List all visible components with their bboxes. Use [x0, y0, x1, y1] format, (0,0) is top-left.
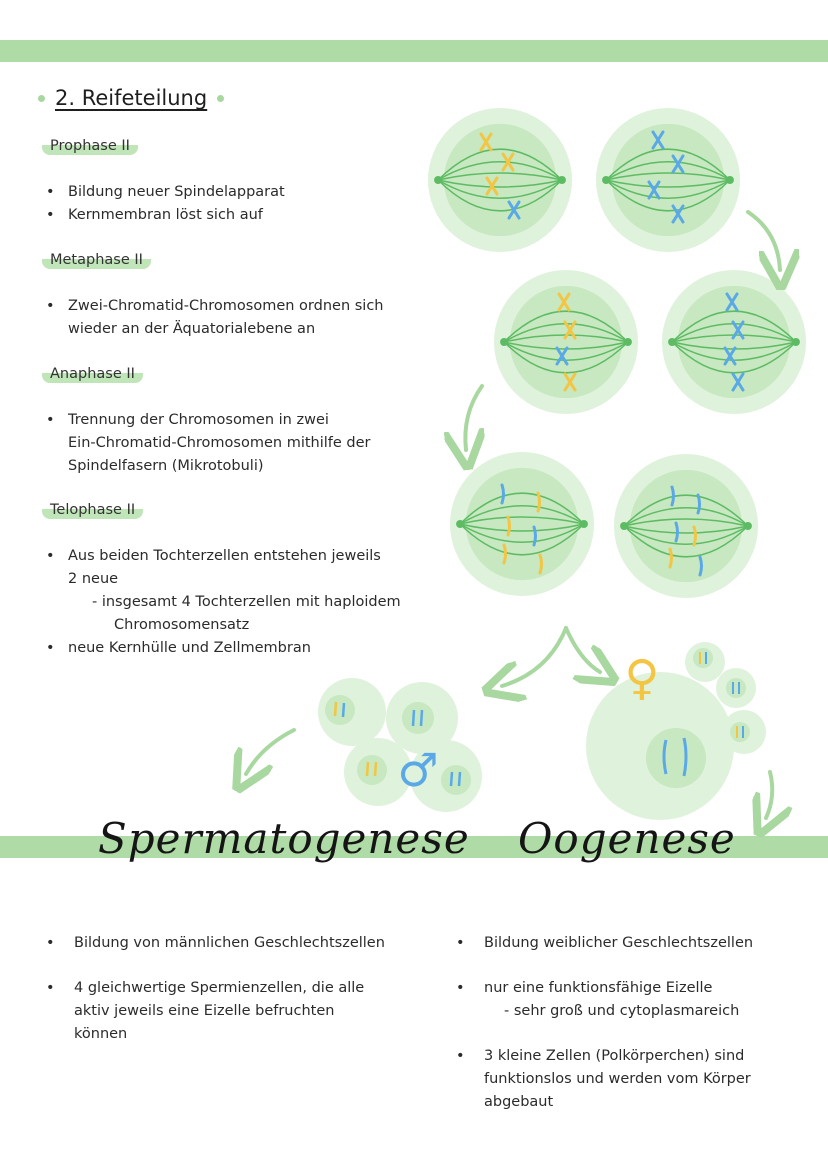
arrow-icon [766, 772, 772, 818]
list-item: 3 kleine Zellen (Polkörperchen) sind [484, 1048, 745, 1064]
spermatid-cell [318, 678, 386, 746]
bullet-text: wieder an der Äquatorialebene an [68, 321, 316, 337]
oogenese-heading: Oogenese [518, 814, 736, 863]
bullet-text: - insgesamt 4 Tochterzellen mit haploidem [92, 594, 401, 610]
list-item: Bildung weiblicher Geschlechtszellen [484, 935, 754, 951]
male-symbol-icon: ♂ [397, 743, 439, 797]
dividing-cell [596, 108, 740, 252]
phase-label-prophase: Prophase II [42, 137, 138, 155]
arrow-icon [566, 628, 600, 672]
oogenese-list: • Bildung weiblicher Geschlechtszellen • nur eine funktionsfähige Eizelle - sehr groß und cytoplasmareich • 3 kleine Zellen (Polkörperchen) sind funktionslos und werden vom Körper abgebaut [456, 932, 806, 1114]
bullet-text: Kernmembran löst sich auf [68, 207, 263, 223]
anaphase-bullets: • Trennung der Chromosomen in zwei Ein-Chromatid-Chromosomen mithilfe der Spindelfasern (Mikrotobuli) [46, 409, 371, 478]
female-symbol-icon: ♀ [624, 650, 660, 706]
bullet-text: neue Kernhülle und Zellmembran [68, 640, 311, 656]
arrow-icon [748, 212, 780, 270]
list-item: - sehr groß und cytoplasmareich [504, 1003, 740, 1019]
page-title: 2. Reifeteilung [55, 86, 208, 110]
list-item: Bildung von männlichen Geschlechtszellen [74, 935, 385, 951]
dividing-cell [614, 454, 758, 598]
phase-label-telophase: Telophase II [42, 501, 143, 519]
polar-body [722, 710, 766, 754]
arrow-icon [246, 730, 294, 774]
dividing-cell [450, 452, 594, 596]
dividing-cell [662, 270, 806, 414]
arrow-icon [502, 628, 566, 686]
phase-label-anaphase: Anaphase II [42, 365, 143, 383]
bullet-text: 2 neue [68, 571, 119, 587]
telophase-bullets: • Aus beiden Tochterzellen entstehen jeweils 2 neue - insgesamt 4 Tochterzellen mit haploidem Chromosomensatz • neue Kernhülle und Zellmembran [46, 545, 401, 660]
dividing-cell [494, 270, 638, 414]
egg-cell [586, 672, 734, 820]
bullet-text: Spindelfasern (Mikrotobuli) [68, 458, 264, 474]
list-item: funktionslos und werden vom Körper [484, 1071, 751, 1087]
metaphase-bullets: • Zwei-Chromatid-Chromosomen ordnen sich wieder an der Äquatorialebene an [46, 295, 384, 341]
list-item: können [74, 1026, 128, 1042]
list-item: aktiv jeweils eine Eizelle befruchten [74, 1003, 335, 1019]
list-item: abgebaut [484, 1094, 554, 1110]
list-item: nur eine funktionsfähige Eizelle [484, 980, 713, 996]
bullet-text: Chromosomensatz [114, 617, 250, 633]
polar-body [685, 642, 725, 682]
bullet-text: Aus beiden Tochterzellen entstehen jeweils [68, 548, 381, 564]
arrow-icon [465, 386, 482, 450]
spermatogenese-list: • Bildung von männlichen Geschlechtszellen • 4 gleichwertige Spermienzellen, die alle aktiv jeweils eine Eizelle befruchten können [46, 932, 416, 1046]
list-item: 4 gleichwertige Spermienzellen, die alle [74, 980, 365, 996]
bullet-text: Trennung der Chromosomen in zwei [68, 412, 329, 428]
polar-body [716, 668, 756, 708]
phase-label-metaphase: Metaphase II [42, 251, 151, 269]
bullet-text: Ein-Chromatid-Chromosomen mithilfe der [68, 435, 371, 451]
spermatogenese-heading: Spermatogenese [98, 814, 470, 863]
dividing-cell [428, 108, 572, 252]
bullet-text: Zwei-Chromatid-Chromosomen ordnen sich [68, 298, 384, 314]
bullet-text: Bildung neuer Spindelapparat [68, 184, 285, 200]
prophase-bullets: • Bildung neuer Spindelapparat • Kernmembran löst sich auf [46, 181, 285, 227]
